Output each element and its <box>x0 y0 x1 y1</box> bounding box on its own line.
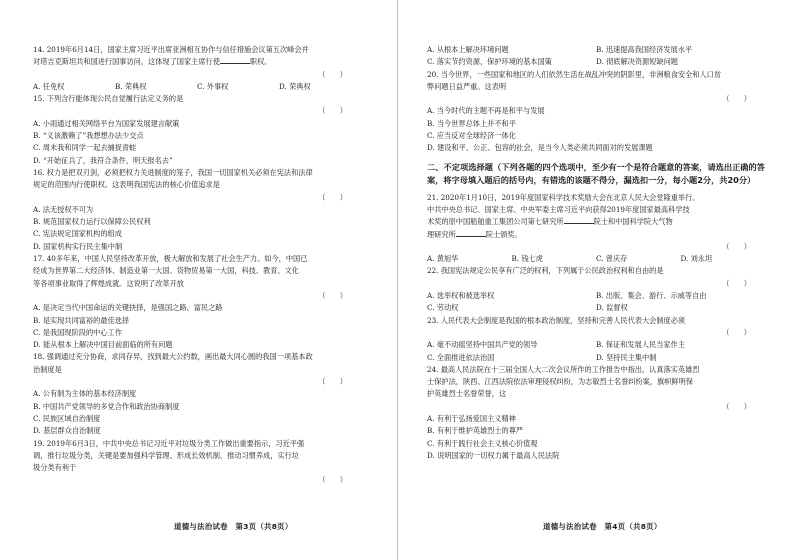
option-a: A. 毫不动摇坚持中国共产党的领导 <box>427 340 538 350</box>
answer-blank <box>220 56 250 64</box>
option-a: A. 公有制为主体的基本经济制度 <box>33 389 137 399</box>
option-a: A. 任免权 <box>33 81 65 91</box>
page-footer: 道德与法治试卷 第4页（共8页） <box>543 522 662 531</box>
answer-paren: （ ） <box>722 327 751 337</box>
option-c: C. 外事权 <box>197 81 229 91</box>
question-22-stem: 22. 我国宪法规定公民享有广泛的权利，下列属于公民政治权利和自由的是 <box>427 266 664 276</box>
option-d: D. 基层群众自治制度 <box>33 426 101 436</box>
option-c: C. 民族区域自治制度 <box>33 413 101 423</box>
question-22 <box>427 265 765 314</box>
option-b: B. 钱七虎 <box>511 254 543 264</box>
left-page-content <box>33 44 361 487</box>
option-a: A. 黄旭华 <box>427 254 459 264</box>
question-16 <box>33 167 361 253</box>
question-18-stem: 18. 强调通过充分协商，求同存异，找到最大公约数，画出最大同心圆的我国一项基本政 治制度是 <box>33 352 313 374</box>
option-a: A. 法无授权不可为 <box>33 204 94 214</box>
option-d: D. 说明国家的一切权力属于最高人民法院 <box>427 450 560 460</box>
option-c: C. 周末我和同学一起去捕捉青蛙 <box>33 143 137 153</box>
question-20 <box>427 69 765 155</box>
option-a: A. 是决定当代中国命运的关键抉择，是强国之路、富民之路 <box>33 303 223 313</box>
answer-paren: （ ） <box>318 377 347 387</box>
option-a: A. 小雨通过相关网络平台为国家发展建言献策 <box>33 118 180 128</box>
question-14-stem: 14. 2019年6月14日，国家主席习近平出席亚洲相互协作与信任措施会议第五次峰会并 对塔吉克斯坦共和国进行国事访问，这体现了国家主席行使 职权。 <box>33 45 309 67</box>
question-19 <box>33 438 361 487</box>
question-22-options <box>427 290 765 315</box>
option-b: B. 规范国家权力运行以保障公民权利 <box>33 217 151 227</box>
answer-paren: （ ） <box>722 241 751 251</box>
option-b: B. “义该激赖了”我想想办法少交点 <box>33 131 144 141</box>
answer-paren: （ ） <box>722 401 751 411</box>
option-c: C. 是我国现阶段的中心工作 <box>33 327 122 337</box>
option-a: A. 当今时代的主题不再是和平与发展 <box>427 106 545 116</box>
answer-paren: （ ） <box>318 192 347 202</box>
question-21 <box>427 192 765 266</box>
question-16-stem: 16. 权力是把双刃剑，必须把权力关进制度的笼子，我国一切国家机关必须在宪法和法律 规定的范围内行使职权。这表明我国宪法的核心价值追求是 <box>33 167 313 190</box>
answer-blank <box>456 229 486 237</box>
question-16-options <box>33 204 361 253</box>
question-24 <box>427 364 765 462</box>
option-b: B. 迅速提高我国经济发展水平 <box>596 45 693 54</box>
option-d: D. 建设和平、公正、包容的社会，是当今人类必须共同面对的发展课题 <box>427 143 653 153</box>
answer-paren: （ ） <box>318 106 347 116</box>
question-18-options <box>33 388 361 437</box>
option-c: C. 劳动权 <box>427 303 459 313</box>
option-c: C. 宪法规定国家机构的组成 <box>33 229 122 239</box>
answer-paren: （ ） <box>318 290 347 300</box>
option-b: B. 是实现共同富裕的最佳选择 <box>33 315 130 325</box>
answer-paren: （ ） <box>318 69 347 79</box>
option-b: B. 有利于维护英雄烈士的尊严 <box>427 426 524 436</box>
option-c: C. 曾庆存 <box>596 254 628 264</box>
question-23-stem: 23. 人民代表大会制度是我国的根本政治制度，坚持和完善人民代表大会制度必须 <box>427 315 686 325</box>
option-b: B. 保证和发展人民当家作主 <box>596 340 685 350</box>
question-15-options <box>33 118 361 167</box>
question-23-options <box>427 339 765 364</box>
question-15 <box>33 93 361 167</box>
option-a: A. 选举权和被选举权 <box>427 291 495 301</box>
section-heading: 二、不定项选择题（下列各题的四个选项中，至少有一个是符合题意的答案，请选出正确的答案，将字母填入题后的括号内，有错选的该题不得分，漏选扣一分，每小题2分，共20分） <box>427 161 765 186</box>
question-17 <box>33 253 361 351</box>
option-b: B. 荣典权 <box>115 81 147 91</box>
option-d: D. 能从根本上解决中国目前面临的所有问题 <box>33 340 173 350</box>
option-b: B. 中国共产党领导的多党合作和政治协商制度 <box>33 401 180 411</box>
option-c: C. 落实节约资源，保护环境的基本国策 <box>427 57 552 67</box>
option-d: D. 彻底解决资源短缺问题 <box>596 57 678 67</box>
question-23 <box>427 315 765 364</box>
page-footer: 道德与法治试卷 第3页（共8页） <box>174 522 293 531</box>
option-a: A. 从根本上解决环境问题 <box>427 45 509 54</box>
answer-paren: （ ） <box>722 94 751 104</box>
option-c: C. 全面推进依法治国 <box>427 352 495 362</box>
option-c: C. 应当反对全球经济一体化 <box>427 131 516 141</box>
question-24-options <box>427 413 765 462</box>
right-page-content <box>427 44 765 462</box>
answer-paren: （ ） <box>722 278 751 288</box>
option-d: D. 荣典权 <box>279 81 311 91</box>
question-18 <box>33 351 361 437</box>
option-d: D. 坚持民主集中制 <box>596 352 657 362</box>
option-b: B. 当今世界总体上并不和平 <box>427 118 516 128</box>
option-b: B. 出版、集会、游行、示威等自由 <box>596 291 707 301</box>
option-d: D. “开始征兵了，我符合条件，明天报名去” <box>33 155 173 165</box>
answer-blank <box>564 216 594 224</box>
option-c: C. 有利于践行社会主义核心价值观 <box>427 438 538 448</box>
question-17-options <box>33 302 361 351</box>
question-20-options <box>427 105 765 154</box>
option-d: D. 刘永坦 <box>680 254 713 264</box>
question-21-options <box>427 253 765 265</box>
option-d: D. 国家机构实行民主集中制 <box>33 241 123 251</box>
question-14 <box>33 44 361 93</box>
question-21-stem: 21. 2020年1月10日，2019年度国家科学技术奖励大会在北京人民大会堂隆重举行。 中共中央总书记、国家主席、中央军委主席习近平向获得2019年度国家最高科学技 术奖的原中国船舶重工集团公司第七研究所 院士和中国科学院大气物 理研究所 院士颁奖。 <box>427 192 700 239</box>
answer-paren: （ ） <box>318 475 347 485</box>
question-20-stem: 20. 当今世界，一些国家和地区的人们依然生活在战乱冲突的阴影里，非洲粮食安全和人口贫 弊问题日益严重。这表明 <box>427 69 722 91</box>
option-d: D. 监督权 <box>596 303 628 313</box>
question-19-stem: 19. 2019年6月3日，中共中央总书记习近平对垃圾分类工作做出重要指示，习近平强 调，推行垃圾分类，关键是要加强科学管理、形成长效机制、推动习惯养成，实行垃 圾分类有利于 <box>33 438 305 473</box>
question-19-options <box>427 44 765 69</box>
question-24-stem: 24. 最高人民法院在十三届全国人大二次会议所作的工作报告中指出，认真落实英雄烈 士保护法，陕西、江西法院依法审理侵权纠纷，为志敏烈士名誉纠纷案，旗帜鲜明保 护英雄烈士名誉荣誉，这 <box>427 364 700 399</box>
question-14-options <box>33 81 361 93</box>
question-17-stem: 17. 40多年来，中国人民坚持改革开放，极大解放和发展了社会生产力。如今，中国已 经成为世界第二大经济体、制造业第一大国、货物贸易第一大国，科技、教育、文化 等各项事业取得了辉煌成就。这说明了改革开放 <box>33 254 308 288</box>
option-a: A. 有利于弘扬爱国主义精神 <box>427 414 516 424</box>
right-exam-page <box>397 0 794 560</box>
question-15-stem: 15. 下列含行能体现公民自觉履行法定义务的是 <box>33 94 184 104</box>
